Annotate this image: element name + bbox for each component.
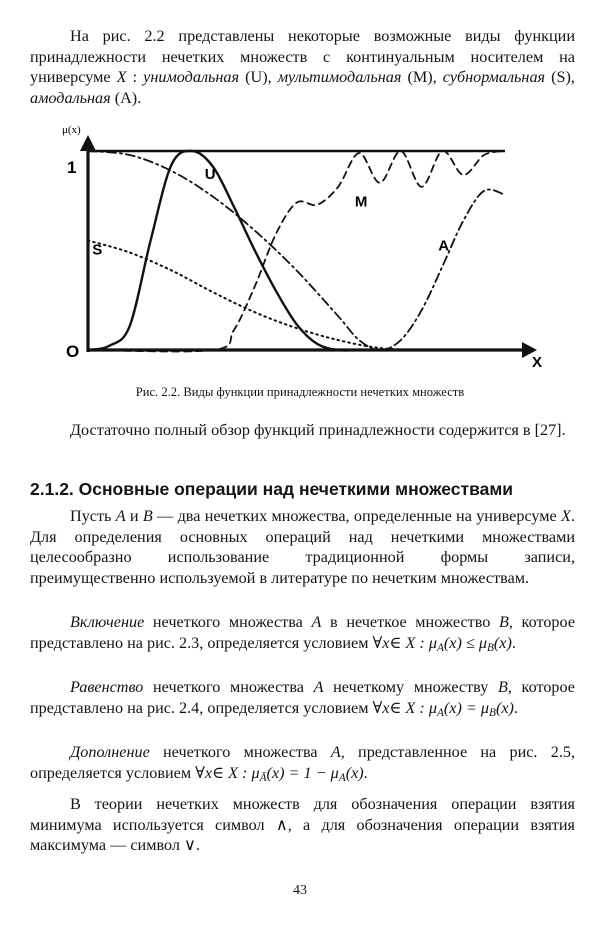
inclusion-formula: ∀x∈ X : $\mu_A(x) \le \mu_B(x)$ (372, 633, 512, 654)
review-paragraph: Достаточно полный обзор функций принадлежности содержится в [27]. (70, 421, 566, 439)
page-number: 43 (293, 883, 307, 898)
x-axis-label: X (532, 354, 543, 371)
complement-term: Дополнение (70, 743, 150, 761)
series-s-label: S (92, 241, 103, 259)
operations-intro-paragraph: Пусть A и B — два нечетких множества, определенные на универсуме X. Для определения основных операций над нечеткими множествами целесообразно использование традиционной формы записи, преимущественно используемой в литературе по нечетким множествам. (30, 507, 575, 587)
y-axis-label: μ(x) (62, 124, 81, 136)
membership-functions-figure (0, 120, 600, 385)
equality-paragraph: Равенство нечеткого множества A нечеткому множеству B, которое представлено на рис. 2.4, определяется условием ∀x∈ X : $\mu_A(x) = \mu_B(x)$. (30, 678, 575, 719)
subnormal-term: субнормальная (442, 68, 546, 86)
multimodal-term: мультимодальная (277, 68, 402, 86)
series-a-label: A (438, 237, 450, 255)
figure-caption: Рис. 2.2. Виды функции принадлежности нечетких множеств (135, 385, 465, 399)
series-u-label: U (204, 165, 216, 183)
complement-paragraph: Дополнение нечеткого множества A, представленное на рис. 2.5, определяется условием ∀x∈ X : $\mu_Ā(x) = 1 - \mu_A(x)$. (30, 743, 576, 784)
section-heading: 2.1.2. Основные операции над нечеткими множествами (30, 479, 514, 499)
equality-formula: ∀x∈ X : $\mu_A(x) = \mu_B(x)$ (372, 698, 514, 719)
series-m-label: M (354, 193, 368, 211)
complement-formula: ∀x∈ X : $\mu_Ā(x) = 1 - \mu_A(x)$ (195, 763, 364, 784)
intro-paragraph: На рис. 2.2 представлены некоторые возможные виды функции принадлежности нечетких множеств с континуальным носителем на универсуме X : унимодальная (U), мультимодальная (M), субнормальная (S), амодальная (A). (30, 27, 575, 107)
unimodal-term: унимодальная (143, 68, 240, 86)
y-axis-arrow (80, 135, 96, 151)
equality-term: Равенство (70, 678, 144, 696)
y-tick-one: 1 (67, 158, 77, 177)
inclusion-term: Включение (70, 613, 145, 631)
min-max-paragraph: В теории нечетких множеств для обозначения операции взятия минимума используется символ ∧, а для обозначения операции взятия максимума — символ ∨. (30, 795, 575, 854)
amodal-term: амодальная (30, 88, 111, 107)
inclusion-paragraph: Включение нечеткого множества A в нечеткое множество B, которое представлено на рис. 2.3, определяется условием ∀x∈ X : $\mu_A(x) \le \mu_B(x)$. (30, 613, 576, 654)
origin-label: O (66, 342, 80, 361)
